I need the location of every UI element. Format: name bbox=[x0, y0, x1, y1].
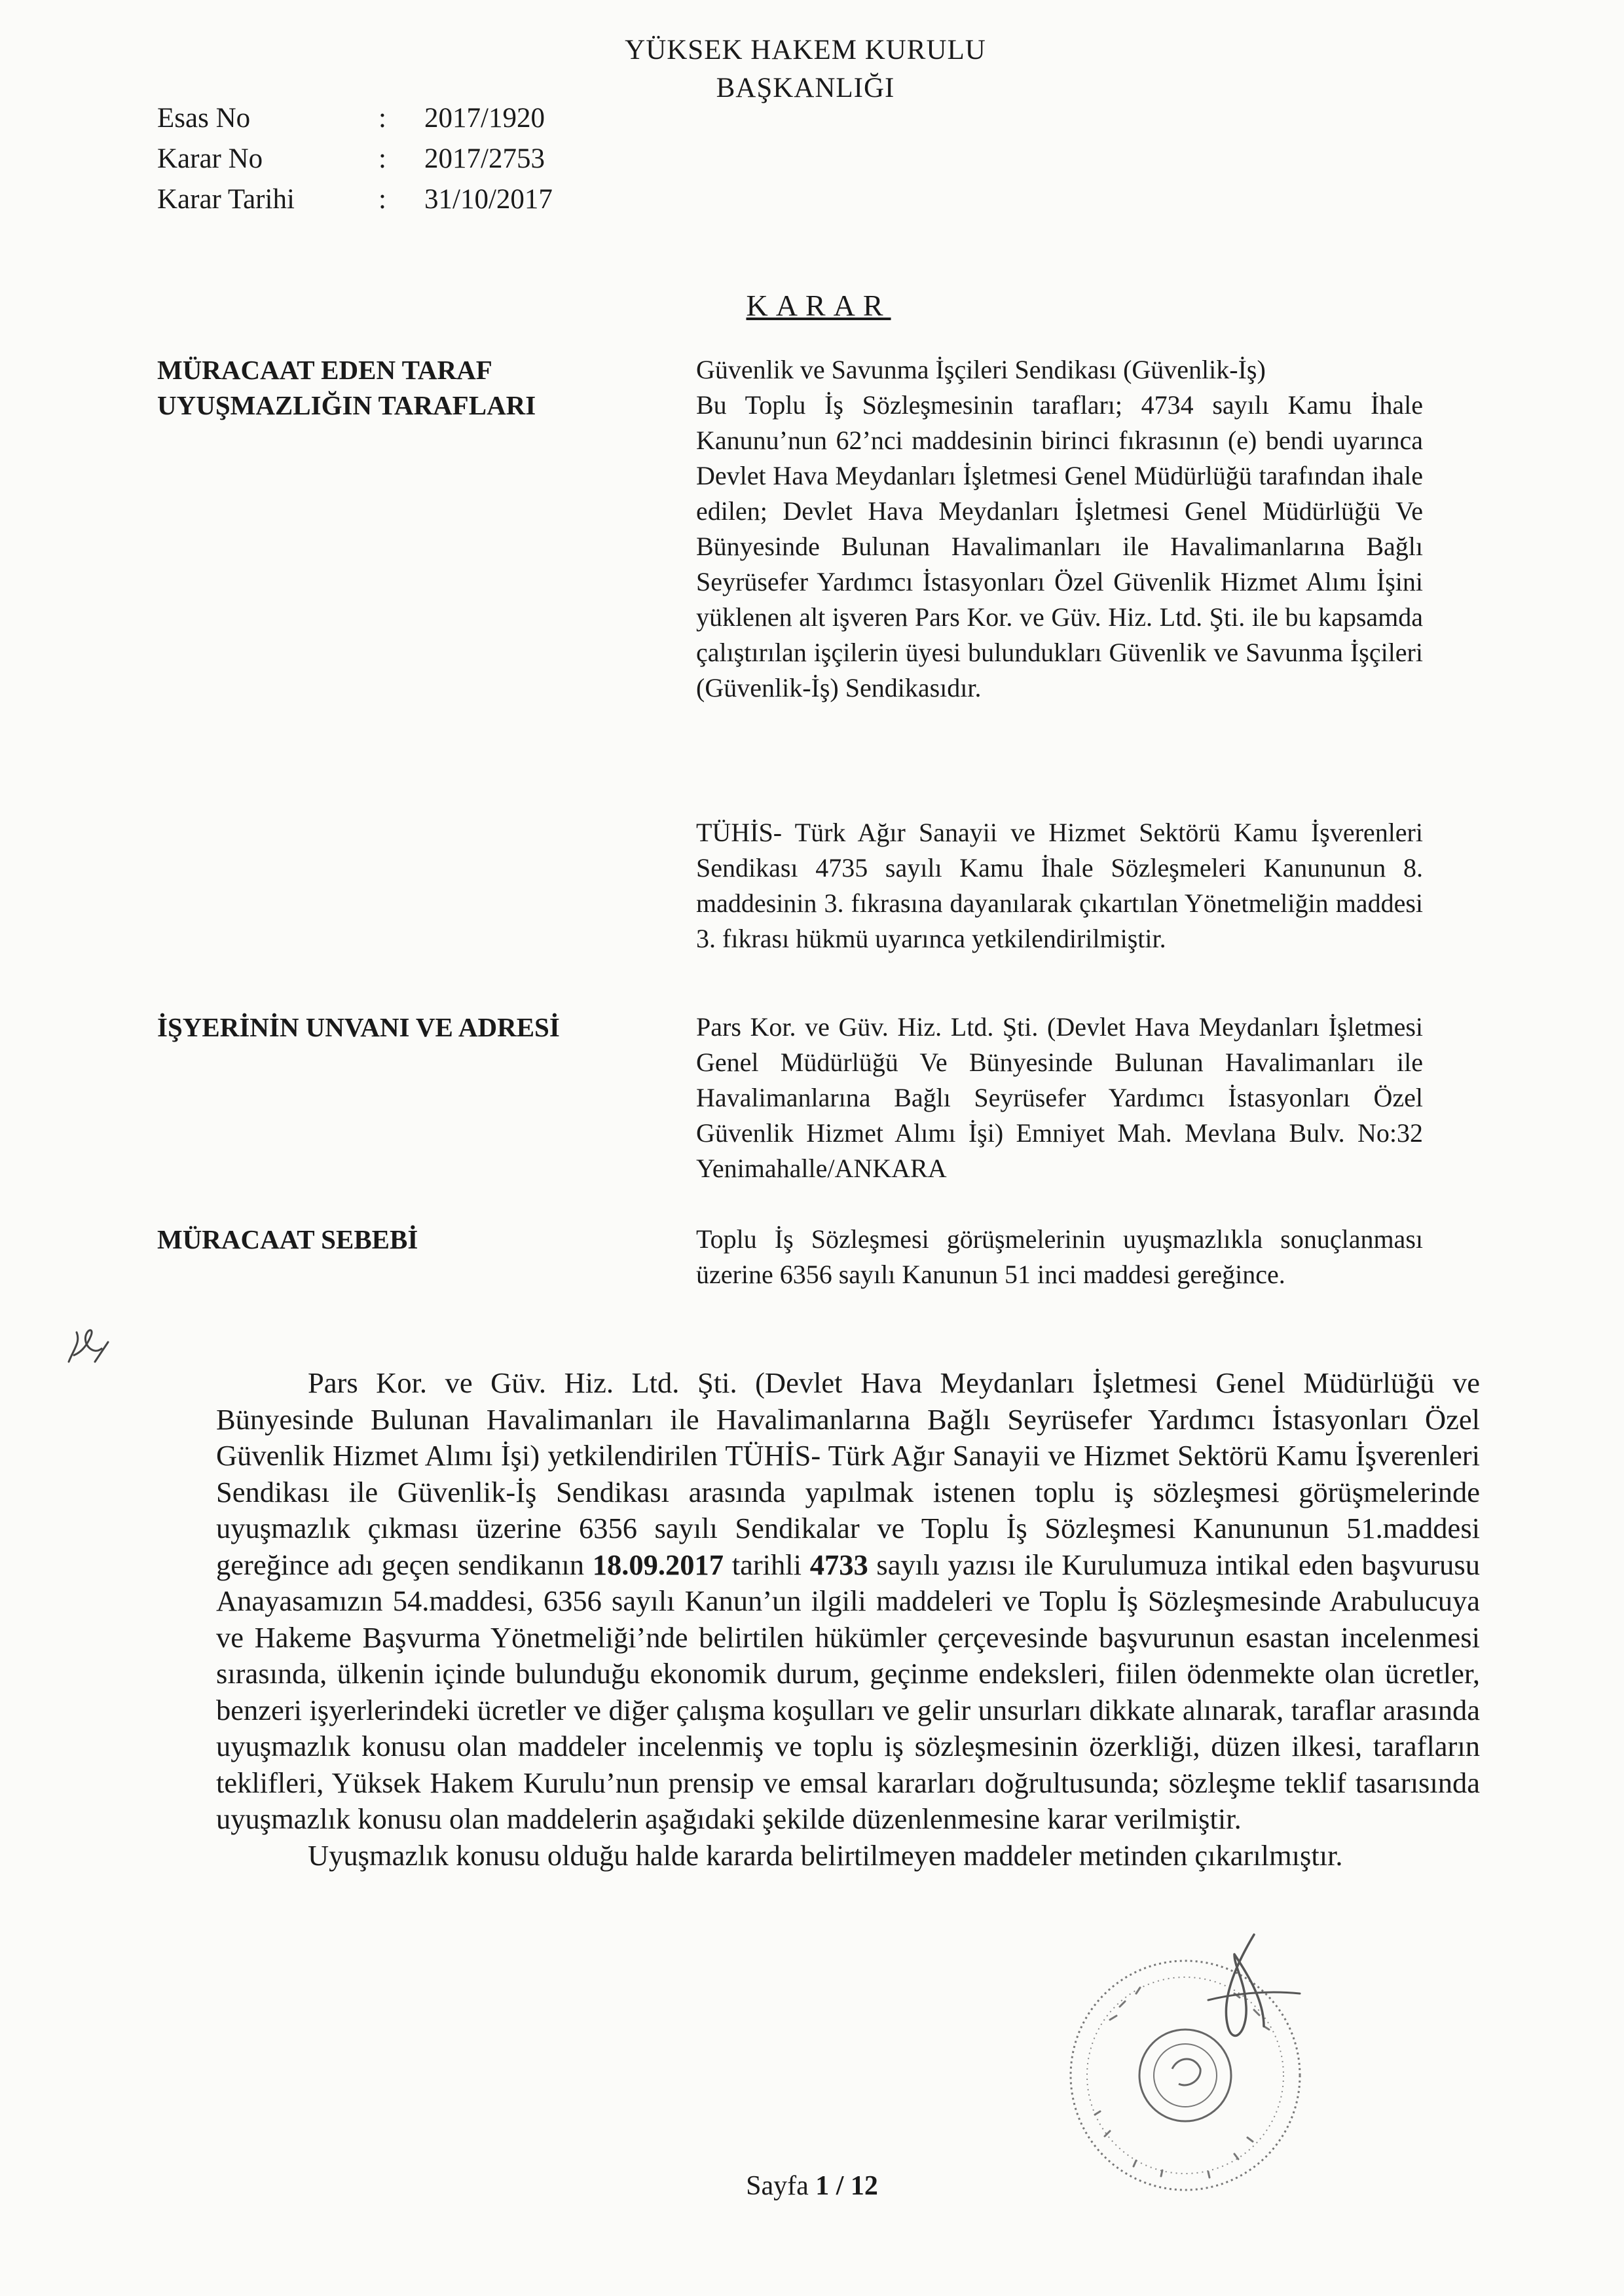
reason-label: MÜRACAAT SEBEBİ bbox=[157, 1224, 418, 1254]
applicant-text: Güvenlik ve Savunma İşçileri Sendikası (Güvenlik-İş) bbox=[696, 355, 1266, 384]
institution-name: YÜKSEK HAKEM KURULU bbox=[625, 35, 986, 65]
case-info bbox=[157, 98, 553, 220]
application-date: 18.09.2017 bbox=[592, 1548, 724, 1581]
institution-subtitle: BAŞKANLIĞI bbox=[716, 73, 895, 103]
case-info-value: 31/10/2017 bbox=[424, 184, 553, 215]
body-paragraph bbox=[216, 1365, 1480, 1838]
parties-paragraph: Bu Toplu İş Sözleşmesinin tarafları; 4734 sayılı Kamu İhale Kanunu’nun 62’nci maddesinin birinci fıkrasının (e) bendi uyarınca Devlet Hava Meydanları İşletmesi Genel Müdürlüğü tarafından ihale edilen; Devlet Hava Meydanları İşletmesi Genel Müdürlüğü Ve Bünyesinde Bulunan Havalimanları ile Havalimanlarına Bağlı Seyrüsefer Yardımcı İstasyonları Özel Güvenlik Hizmet Alımı İşini yüklenen alt işveren Pars Kor. ve Güv. Hiz. Ltd. Şti. ile bu kapsamda çalıştırılan işçilerin üyesi bulundukları Güvenlik ve Savunma İşçileri (Güvenlik-İş) Sendikasıdır. bbox=[696, 390, 1423, 702]
body-paragraph-2: Uyuşmazlık konusu olduğu halde kararda belirtilmeyen maddeler metinden çıkarılmıştır. bbox=[308, 1838, 1343, 1872]
page-total: 12 bbox=[850, 2171, 878, 2201]
case-info-label: Karar Tarihi bbox=[157, 184, 295, 215]
page-label: Sayfa bbox=[746, 2171, 809, 2201]
parties-text: TÜHİS- Türk Ağır Sanayii ve Hizmet Sektörü Kamu İşverenleri Sendikası 4735 sayılı Kamu İhale Sözleşmeleri Kanununun 8. maddesinin 3. fıkrasına dayanılarak çıkartılan Yönetmeliğin maddesi 3. fıkrası hükmü uyarınca yetkilendirilmiştir. bbox=[696, 818, 1423, 953]
case-info-label: Karar No bbox=[157, 143, 263, 174]
page-number bbox=[707, 2170, 917, 2202]
case-info-row bbox=[157, 139, 553, 179]
workplace-value bbox=[696, 1010, 1423, 1186]
body-text-part: sayılı yazısı ile Kurulumuza intikal eden başvurusu Anayasamızın 54.maddesi, 6356 sayılı Kanun’un ilgili maddeleri ve Toplu İş Sözleşmesinde Arabulucuya ve Hakeme Başvurma Yönetmeliği’nde belirtilen hükümler çerçevesinde başvurunun esastan incelenmesi sırasında, ülkenin içinde bulunduğu ekonomik durum, geçinme endeksleri, fiilen ödenmekte olan ücretler, benzeri işyerlerindeki ücretler ve diğer çalışma koşulları ve gelir unsurları dikkate alınarak, taraflar arasında uyuşmazlık konusu olan maddeler incelenmiş ve toplu iş sözleşmesinin özerkliği, düzen ilkesi, tarafların teklifleri, Yüksek Hakem Kurulu’nun prensip ve emsal kararları doğrultusunda; sözleşme teklif tasarısında uyuşmazlık konusu olan maddelerin aşağıdaki şekilde düzenlenmesine karar verilmiştir. bbox=[216, 1548, 1481, 1835]
parties-paragraph-2 bbox=[696, 815, 1423, 957]
decision-heading: KARAR bbox=[746, 289, 891, 322]
letter-number: 4733 bbox=[809, 1548, 868, 1581]
applicant-label: MÜRACAAT EDEN TARAF bbox=[157, 355, 492, 385]
handwritten-initial-icon bbox=[62, 1316, 115, 1375]
workplace-text: Pars Kor. ve Güv. Hiz. Ltd. Şti. (Devlet Hava Meydanları İşletmesi Genel Müdürlüğü Ve Bünyesinde Bulunan Havalimanları ile Havalimanlarına Bağlı Seyrüsefer Yardımcı İstasyonları Özel Güvenlik Hizmet Alımı İşi) Emniyet Mah. Mevlana Bulv. No:32 Yenimahalle/ANKARA bbox=[696, 1012, 1423, 1183]
page-current: 1 bbox=[815, 2171, 830, 2201]
institution-header bbox=[524, 31, 1087, 107]
body-text-part: Pars Kor. ve Güv. Hiz. Ltd. Şti. (Devlet Hava Meydanları İşletmesi Genel Müdürlüğü ve Bünyesinde Bulunan Havalimanları ile Havalimanlarına Bağlı Seyrüsefer Yardımcı İstasyonları Özel Güvenlik Hizmet Alımı İşi) yetkilendirilen TÜHİS- Türk Ağır Sanayii ve Hizmet Sektörü Kamu İşverenleri Sendikası ile Güvenlik-İş Sendikası arasında yapılmak istenen toplu iş sözleşmesi görüşmelerinde uyuşmazlık çıkması üzerine 6356 sayılı Sendikalar ve Toplu İş Sözleşmesi Kanununun 51.maddesi gereğince adı geçen sendikanın bbox=[216, 1366, 1480, 1581]
applicant-value bbox=[696, 352, 1423, 706]
case-info-row bbox=[157, 98, 553, 139]
official-seal-icon bbox=[1038, 1928, 1339, 2216]
body-text-part: tarihli bbox=[731, 1548, 802, 1581]
workplace-label: İŞYERİNİN UNVANI VE ADRESİ bbox=[157, 1012, 560, 1042]
reason-value bbox=[696, 1222, 1423, 1292]
case-info-label: Esas No bbox=[157, 103, 251, 134]
case-info-colon: : bbox=[378, 184, 386, 215]
parties-label: UYUŞMAZLIĞIN TARAFLARI bbox=[157, 390, 536, 420]
case-info-value: 2017/2753 bbox=[424, 143, 545, 174]
case-info-colon: : bbox=[378, 143, 386, 174]
decision-body bbox=[216, 1365, 1480, 1874]
case-info-row bbox=[157, 179, 553, 220]
reason-text: Toplu İş Sözleşmesi görüşmelerinin uyuşmazlıkla sonuçlanması üzerine 6356 sayılı Kanunun 51 inci maddesi gereğince. bbox=[696, 1224, 1423, 1289]
page-separator: / bbox=[836, 2171, 844, 2201]
case-info-colon: : bbox=[378, 103, 386, 134]
case-info-value: 2017/1920 bbox=[424, 103, 545, 134]
